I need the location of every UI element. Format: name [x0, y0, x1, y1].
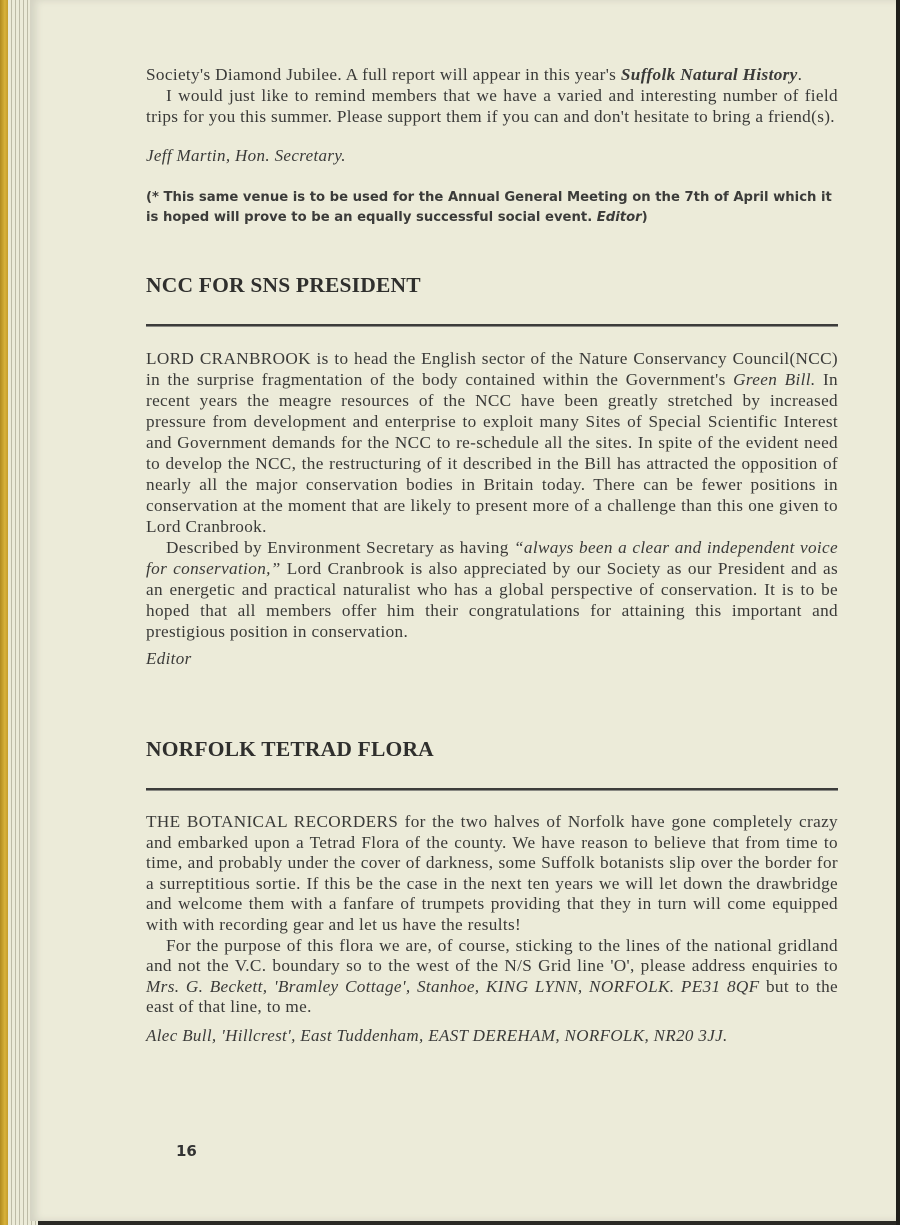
ncc-text-b: In recent years the meagre resources of the NCC have been greatly stretched by increased pressure from development and enterprise to exploit many Sites of Special Scientific Interest and Government demands for the NCC to re-schedule all the sites. In spite of the evident need to develop the NCC, the restructuring of it described in the Bill has attracted the opposition of nearly all the major conservation bodies in Britain today. There can be fewer positions in conservation at the moment that are likely to present more of a challenge than this one given to Lord Cranbrook. [146, 370, 838, 536]
page-number: 16 [176, 1142, 197, 1160]
intro-paragraph [146, 64, 838, 85]
ncc-section [146, 273, 838, 669]
ncc-text-c: Described by Environment Secretary as having [166, 538, 514, 557]
section-divider [146, 324, 838, 327]
intro-section [146, 64, 838, 228]
ncc-paragraph-1 [146, 348, 838, 537]
page [30, 0, 896, 1221]
intro-text: Society's Diamond Jubilee. A full report will appear in this year's [146, 65, 621, 84]
ncc-text-a: LORD CRANBROOK is to head the English sector of the Nature Conservancy Council(NCC) in the surprise fragmentation of the body contained within the Government's [146, 349, 838, 389]
ncc-paragraph-2 [146, 537, 838, 642]
ncc-text-d: Lord Cranbrook is also appreciated by our Society as our President and as an energetic and practical naturalist who has a global perspective of conservation. It is to be hoped that all members offer him their congratulations for attaining this important and prestigious position in conservation. [146, 559, 838, 641]
flora-heading: NORFOLK TETRAD FLORA [146, 737, 434, 761]
quotation: “always been a clear and independent voice for conservation,” [146, 538, 838, 578]
intro-period: . [797, 65, 803, 84]
note-close: ) [641, 210, 648, 225]
page-right-edge [896, 0, 900, 1225]
page-content [146, 64, 838, 1047]
binding-edge [0, 0, 8, 1225]
secretary-signature: Jeff Martin, Hon. Secretary. [146, 146, 346, 165]
flora-paragraph-2 [146, 936, 838, 1018]
flora-text-a: For the purpose of this flora we are, of course, sticking to the lines of the national gridland and not the V.C. boundary so to the west of the N/S Grid line 'O', please address enquiries to [146, 935, 838, 976]
publication-title: Suffolk Natural History [620, 65, 798, 84]
green-bill-title: Green Bill. [733, 370, 816, 389]
editor-note [146, 188, 838, 228]
flora-paragraph-1: THE BOTANICAL RECORDERS for the two halves of Norfolk have gone completely crazy and embarked upon a Tetrad Flora of the county. We have reason to believe that from time to time, and probably under the cover of darkness, some Suffolk botanists slip over the border for a surreptitious sortie. If this be the case in the next ten years we will let down the drawbridge and welcome them with a fanfare of trumpets providing that they in turn will come equipped with with recording gear and let us have the results! [146, 812, 838, 934]
reminder-paragraph: I would just like to remind members that we have a varied and interesting number of field trips for you this summer. Please support them if you can and don't hesitate to bring a friend(s). [146, 86, 838, 126]
section-divider [146, 788, 838, 791]
flora-text-b: but to the east of that line, to me. [146, 976, 838, 1017]
editor-signature: Editor [146, 649, 192, 668]
ncc-heading: NCC FOR SNS PRESIDENT [146, 273, 421, 297]
note-text: (* This same venue is to be used for the Annual General Meeting on the 7th of April which it is hoped will prove to be an equally successful social event. [146, 190, 832, 225]
contact-address: Mrs. G. Beckett, 'Bramley Cottage', Stanhoe, KING LYNN, NORFOLK. PE31 8QF [146, 976, 760, 996]
author-signature: Alec Bull, 'Hillcrest', East Tuddenham, EAST DEREHAM, NORFOLK, NR20 3JJ. [146, 1025, 728, 1045]
flora-section [146, 737, 838, 1047]
note-editor-label: Editor [596, 210, 642, 225]
